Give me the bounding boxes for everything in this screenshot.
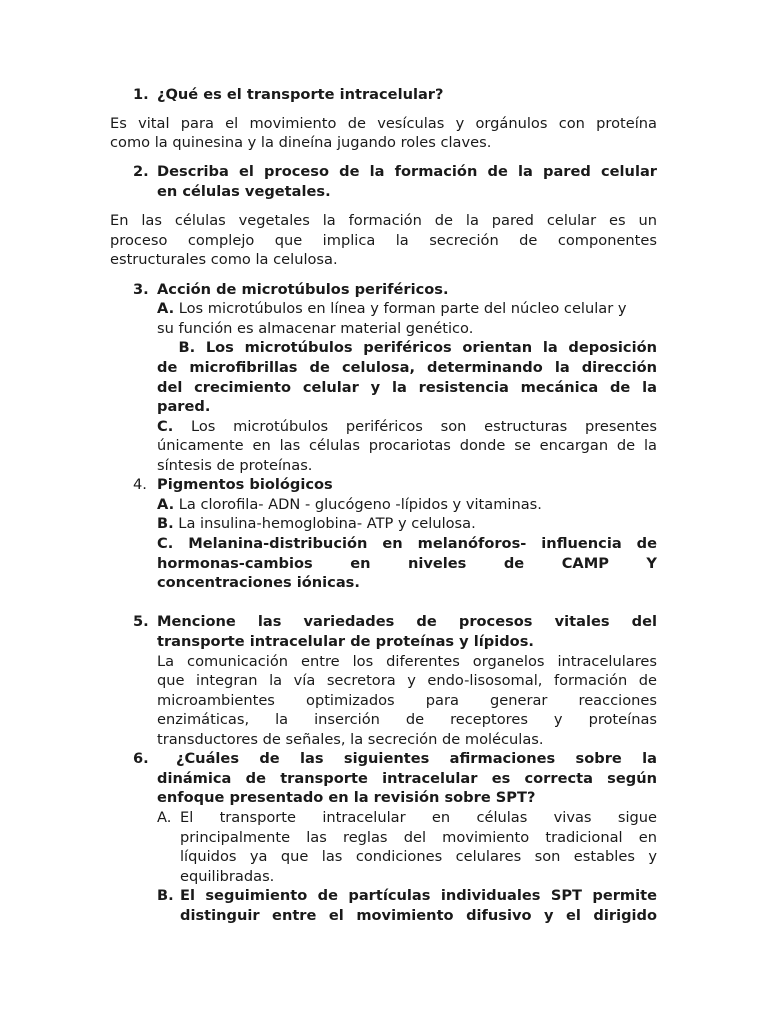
q5-number: 5. [133,613,149,630]
q6-option-a-line-2: principalmente las reglas del movimiento tradicional en [180,829,657,846]
q5-title-line-2: transporte intracelular de proteínas y lípidos. [157,633,534,650]
q6-option-a-line-4: equilibradas. [180,868,275,885]
q2-answer-line-2: proceso complejo que implica la secreción de componentes [110,232,657,249]
q5-answer-line-2: que integran la vía secretora y endo-lisosomal, formación de [157,672,657,689]
q4-option-c-line-1: C. Melanina-distribución en melanóforos- influencia de [157,535,657,552]
q6-option-a-line-3: líquidos ya que las condiciones celulares son estables y [180,848,657,865]
q3-option-c-text: Los microtúbulos periféricos son estructuras presentes [173,418,657,435]
q3-title: Acción de microtúbulos periféricos. [157,281,449,298]
q6-option-b-line-1: El seguimiento de partículas individuales SPT permite [180,887,657,904]
q3-option-b-line-1: B. Los microtúbulos periféricos orientan la deposición [157,339,657,356]
q4-option-a-text: La clorofila- ADN - glucógeno -lípidos y vitaminas. [174,496,542,513]
q3-option-c-line-2: únicamente en las células procariotas donde se encargan de la [157,437,657,454]
q2-title-line-1: Describa el proceso de la formación de la pared celular [157,163,657,180]
q1-answer-line-1: Es vital para el movimiento de vesículas y orgánulos con proteína [110,115,657,132]
q5-answer-line-3: microambientes optimizados para generar reacciones [157,692,657,709]
q4-option-c-line-2: hormonas-cambios en niveles de CAMP Y [157,555,657,572]
q3-option-b-line-4: pared. [157,398,211,415]
q4-option-a-letter: A. [157,496,175,513]
q6-option-a-letter: A. [157,809,172,826]
q1-number: 1. [133,86,149,103]
q3-option-c-letter: C. [157,418,174,435]
q2-number: 2. [133,163,149,180]
q6-title-line-2: dinámica de transporte intracelular es correcta según [157,770,657,787]
q3-option-a-text: Los microtúbulos en línea y forman parte del núcleo celular y [174,300,627,317]
q3-option-a-line-1 [157,299,657,319]
q1-answer-line-2: como la quinesina y la dineína jugando roles claves. [110,134,492,151]
q3-option-b-line-2: de microfibrillas de celulosa, determinando la dirección [157,359,657,376]
q5-answer-line-4: enzimáticas, la inserción de receptores y proteínas [157,711,657,728]
q4-option-a [157,495,542,515]
q1-title: ¿Qué es el transporte intracelular? [157,86,444,103]
q4-number: 4. [133,476,147,493]
q2-answer-line-3: estructurales como la celulosa. [110,251,338,268]
q2-title-line-2: en células vegetales. [157,183,331,200]
q3-option-c-line-1 [157,417,657,437]
q4-title: Pigmentos biológicos [157,476,333,493]
q5-title-line-1: Mencione las variedades de procesos vitales del [157,613,657,630]
q2-answer-line-1: En las células vegetales la formación de la pared celular es un [110,212,657,229]
q3-option-a-line-2: su función es almacenar material genético. [157,320,474,337]
q6-option-b-line-2: distinguir entre el movimiento difusivo y el dirigido [180,907,657,924]
q6-title-line-1: ¿Cuáles de las siguientes afirmaciones sobre la [176,750,657,767]
q3-number: 3. [133,281,149,298]
q4-option-b-letter: B. [157,515,174,532]
q6-option-a-line-1: El transporte intracelular en células vivas sigue [180,809,657,826]
q6-title-line-3: enfoque presentado en la revisión sobre SPT? [157,789,536,806]
q5-answer-line-1: La comunicación entre los diferentes organelos intracelulares [157,653,657,670]
q4-option-c-line-3: concentraciones iónicas. [157,574,360,591]
q3-option-c-line-3: síntesis de proteínas. [157,457,313,474]
q3-option-a-letter: A. [157,300,175,317]
q4-option-b [157,514,476,534]
q4-option-b-text: La insulina-hemoglobina- ATP y celulosa. [173,515,476,532]
q5-answer-line-5: transductores de señales, la secreción de moléculas. [157,731,544,748]
q6-number: 6. [133,750,149,767]
q6-option-b-letter: B. [157,887,174,904]
q3-option-b-line-3: del crecimiento celular y la resistencia mecánica de la [157,379,657,396]
